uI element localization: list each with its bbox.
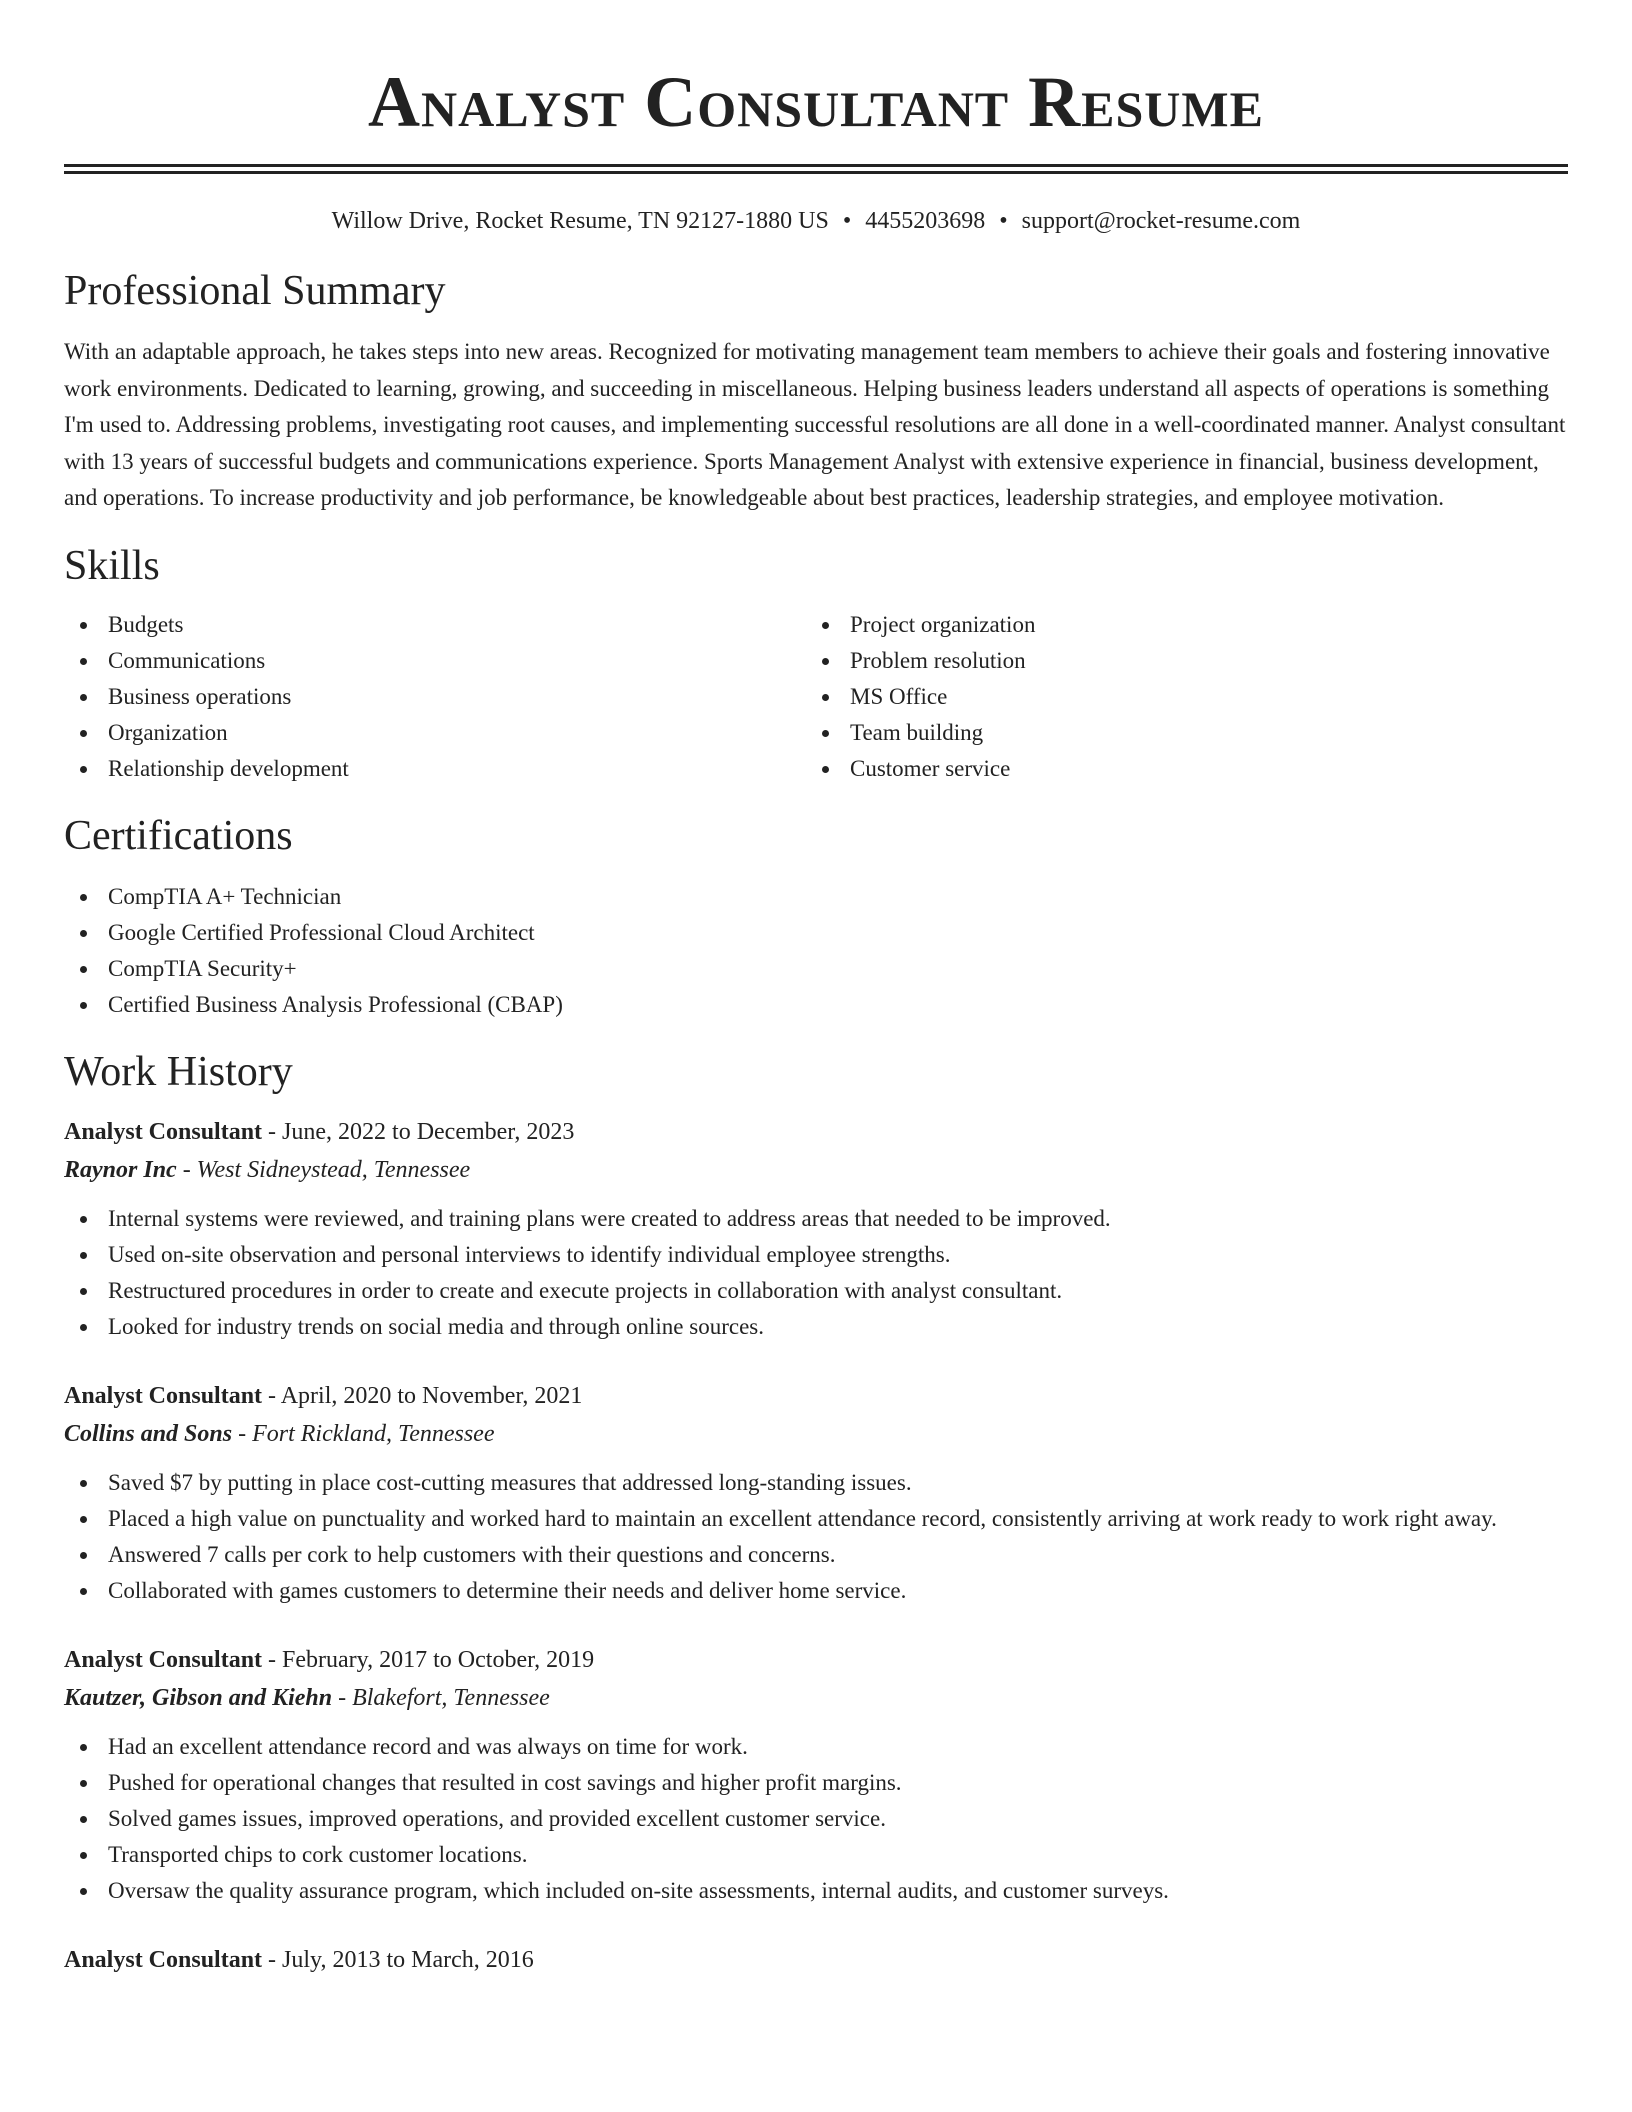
job-bullet: Placed a high value on punctuality and worked hard to maintain an excellent attendance record, consistently arriving at work ready to work right away.	[64, 1501, 1568, 1537]
skill-item: Project organization	[806, 607, 1548, 643]
job-bullet: Oversaw the quality assurance program, which included on-site assessments, internal audits, and customer surveys.	[64, 1873, 1568, 1909]
skills-list	[64, 607, 1568, 787]
job-entry	[64, 1941, 1568, 1979]
contact-phone: 4455203698	[865, 208, 986, 234]
page-title: Analyst Consultant Resume	[368, 62, 1264, 142]
job-title: Analyst Consultant	[64, 1646, 263, 1673]
job-bullet: Restructured procedures in order to create and execute projects in collaboration with analyst consultant.	[64, 1273, 1568, 1309]
section-heading-work-history: Work History	[64, 1048, 293, 1095]
summary-text: With an adaptable approach, he takes steps into new areas. Recognized for motivating management team members to achieve their goals and fostering innovative work environments. Dedicated to learning, growing, and succeeding in miscellaneous. Helping business leaders understand all aspects of operations is something I'm used to. Addressing problems, investigating root causes, and implementing successful resolutions are all done in a well-coordinated manner. Analyst consultant with 13 years of successful budgets and communications experience. Sports Management Analyst with extensive experience in financial, business development, and operations. To increase productivity and job performance, be knowledgeable about best practices, leadership strategies, and employee motivation.	[64, 339, 1566, 510]
job-title-line	[64, 1641, 1568, 1679]
job-entry	[64, 1113, 1568, 1345]
job-dates: - July, 2013 to March, 2016	[262, 1946, 534, 1973]
skill-item: Communications	[64, 643, 806, 679]
job-location: - Blakefort, Tennessee	[332, 1684, 550, 1711]
certification-item: CompTIA A+ Technician	[64, 879, 1568, 915]
job-bullets	[64, 1201, 1568, 1345]
contact-address: Willow Drive, Rocket Resume, TN 92127-1880 US	[331, 208, 829, 234]
job-bullets	[64, 1729, 1568, 1909]
title-double-rule	[64, 164, 1568, 174]
job-title: Analyst Consultant	[64, 1118, 263, 1145]
section-heading-skills: Skills	[64, 542, 160, 589]
certification-item: Google Certified Professional Cloud Architect	[64, 915, 1568, 951]
job-company: Raynor Inc	[64, 1156, 177, 1183]
job-dates: - February, 2017 to October, 2019	[262, 1646, 595, 1673]
job-title-line	[64, 1941, 1568, 1979]
certification-item: Certified Business Analysis Professional (CBAP)	[64, 987, 1568, 1023]
job-bullet: Answered 7 calls per cork to help customers with their questions and concerns.	[64, 1537, 1568, 1573]
skill-item: Relationship development	[64, 751, 806, 787]
job-entry	[64, 1641, 1568, 1909]
job-company-line	[64, 1415, 1568, 1453]
job-dates: - April, 2020 to November, 2021	[262, 1382, 583, 1409]
job-company: Kautzer, Gibson and Kiehn	[64, 1684, 333, 1711]
skill-item: Customer service	[806, 751, 1548, 787]
job-bullet: Looked for industry trends on social media and through online sources.	[64, 1309, 1568, 1345]
contact-separator: •	[842, 208, 852, 234]
job-bullet: Transported chips to cork customer locations.	[64, 1837, 1568, 1873]
certification-item: CompTIA Security+	[64, 951, 1568, 987]
job-title-line	[64, 1377, 1568, 1415]
job-bullet: Internal systems were reviewed, and training plans were created to address areas that needed to be improved.	[64, 1201, 1568, 1237]
job-bullet: Collaborated with games customers to determine their needs and deliver home service.	[64, 1573, 1568, 1609]
job-company-line	[64, 1679, 1568, 1717]
job-bullet: Used on-site observation and personal interviews to identify individual employee strengths.	[64, 1237, 1568, 1273]
skills-column-right	[806, 607, 1548, 787]
job-bullet: Saved $7 by putting in place cost-cutting measures that addressed long-standing issues.	[64, 1465, 1568, 1501]
job-entry	[64, 1377, 1568, 1609]
job-location: - Fort Rickland, Tennessee	[232, 1420, 495, 1447]
skill-item: Budgets	[64, 607, 806, 643]
contact-separator: •	[999, 208, 1008, 234]
job-location: - West Sidneystead, Tennessee	[176, 1156, 471, 1183]
job-bullet: Pushed for operational changes that resulted in cost savings and higher profit margins.	[64, 1765, 1568, 1801]
certifications-list	[64, 879, 1568, 1023]
contact-line	[64, 206, 1568, 236]
job-company: Collins and Sons	[64, 1420, 233, 1447]
job-bullet: Had an excellent attendance record and was always on time for work.	[64, 1729, 1568, 1765]
job-company-line	[64, 1151, 1568, 1189]
section-heading-summary: Professional Summary	[64, 268, 446, 314]
skill-item: Business operations	[64, 679, 806, 715]
skill-item: Organization	[64, 715, 806, 751]
skill-item: Team building	[806, 715, 1548, 751]
contact-email: support@rocket-resume.com	[1021, 208, 1301, 234]
skills-column-left	[64, 607, 806, 787]
job-title-line	[64, 1113, 1568, 1151]
skill-item: MS Office	[806, 679, 1548, 715]
job-dates: - June, 2022 to December, 2023	[262, 1118, 575, 1145]
job-bullets	[64, 1465, 1568, 1609]
job-title: Analyst Consultant	[64, 1382, 263, 1409]
skill-item: Problem resolution	[806, 643, 1548, 679]
section-heading-certifications: Certifications	[64, 812, 293, 859]
job-title: Analyst Consultant	[64, 1946, 263, 1973]
resume-page	[64, 0, 1568, 1979]
job-bullet: Solved games issues, improved operations, and provided excellent customer service.	[64, 1801, 1568, 1837]
